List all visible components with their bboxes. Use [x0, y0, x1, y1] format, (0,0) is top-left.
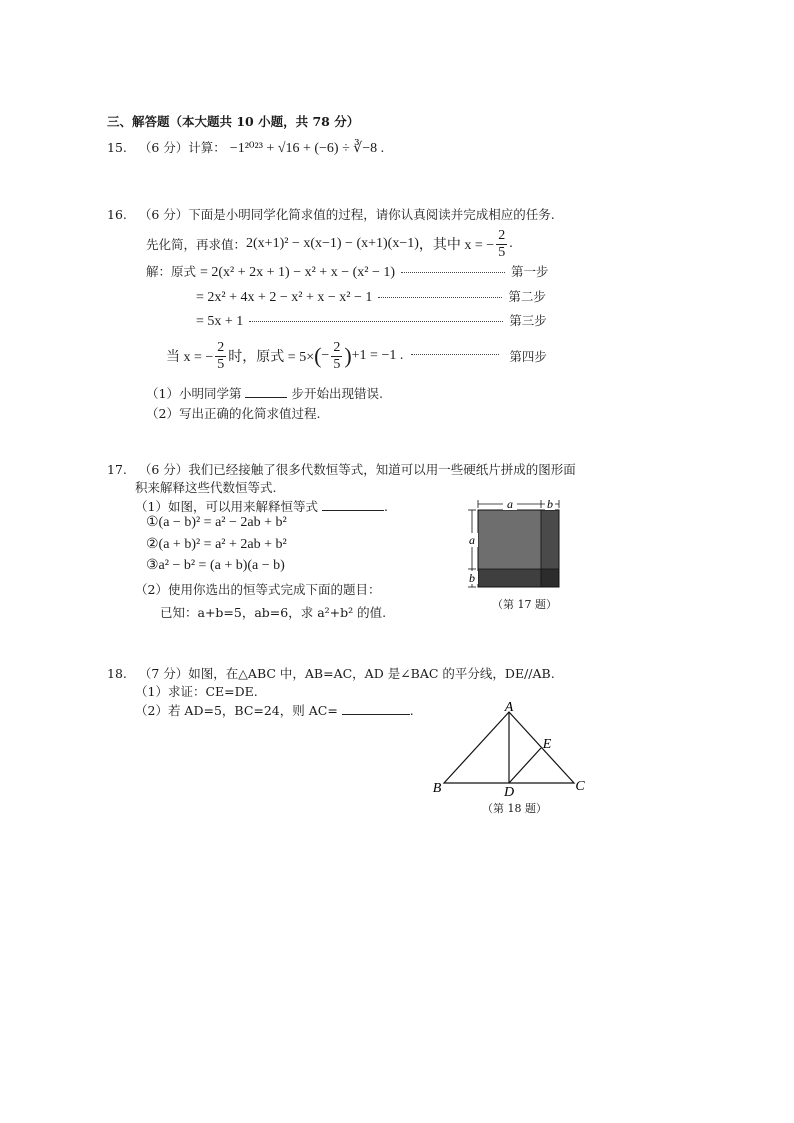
step-expression: = 2(x² + 2x + 1) − x² + x − (x² − 1)	[200, 265, 396, 280]
q17-figure	[462, 497, 570, 593]
q18-caption: （第 18 题）	[482, 802, 547, 815]
prompt-expression: 2(x+1)² − x(x−1) − (x+1)(x−1)	[246, 236, 419, 251]
step-label: 第一步	[510, 264, 549, 279]
dot-leader	[411, 354, 499, 355]
q18-figure	[425, 700, 595, 800]
square-a	[478, 510, 541, 569]
point-c-label: C	[575, 779, 585, 794]
question-number: 18.	[107, 666, 127, 681]
rect-ab-bottom	[478, 569, 541, 587]
question-16-stem	[107, 205, 555, 223]
point-e-label: E	[542, 737, 552, 752]
dot-leader	[401, 272, 505, 273]
answer-blank[interactable]	[322, 510, 384, 511]
fraction: $\frac{2}{5}$	[333, 339, 341, 372]
q17-option-2: ②(a + b)² = a² + 2ab + b²	[146, 537, 287, 552]
dot-leader	[249, 321, 503, 322]
question-number: 17.	[107, 462, 127, 477]
solution-label: 解：原式	[146, 264, 197, 279]
q16-prompt: 先化简，再求值： 2(x+1)² − x(x−1) − (x+1)(x−1) ，其中 x = − $\frac{2}{5}$ .	[146, 227, 513, 260]
point-d-label: D	[503, 785, 515, 800]
question-15	[107, 138, 384, 157]
answer-blank[interactable]	[245, 397, 287, 398]
point-a-label: A	[504, 700, 514, 715]
answer-blank[interactable]	[342, 714, 410, 715]
q17-option-3: ③a² − b² = (a + b)(a − b)	[146, 558, 285, 573]
q17-caption: （第 17 题）	[492, 598, 557, 611]
q16-step1	[146, 262, 549, 281]
step-label: 第三步	[509, 313, 547, 328]
step4-end: +1 = −1 .	[351, 348, 404, 363]
fraction: $\frac{2}{5}$	[217, 339, 225, 372]
denominator: 5	[498, 244, 506, 260]
segment-de	[509, 748, 541, 783]
question-text: （6 分）计算：	[138, 140, 226, 155]
label-b-left: b	[469, 571, 475, 585]
fraction	[496, 229, 507, 260]
prompt-prefix: 先化简，再求值：	[146, 237, 247, 252]
q16-task1: （1）小明同学第 步开始出现错误.	[146, 386, 383, 401]
question-number: 16.	[107, 207, 127, 222]
label-a-left: a	[469, 533, 475, 547]
step-label: 第二步	[508, 289, 546, 304]
question-text: （7 分）如图，在△ABC 中，AB=AC，AD 是∠BAC 的平分线，DE//AB.	[138, 666, 555, 681]
label-a-top: a	[507, 497, 513, 511]
question-17-stem	[107, 460, 576, 478]
label-b-top: b	[547, 497, 553, 511]
q16-step3	[196, 311, 547, 330]
question-text: （6 分）下面是小明同学化简求值的过程，请你认真阅读并完成相应的任务.	[138, 207, 555, 222]
expression: −1²⁰²³ + √16 + (−6) ÷ ∛−8 .	[229, 141, 385, 156]
q17-given: 已知：a+b=5，ab=6，求 a²+b² 的值.	[160, 605, 387, 620]
q17-part1: （1）如图，可以用来解释恒等式 .	[135, 499, 388, 514]
q17-option-1: ①(a − b)² = a² − 2ab + b²	[146, 515, 287, 530]
step-expression: = 5x + 1	[196, 314, 244, 329]
q17-part2: （2）使用你选出的恒等式完成下面的题目：	[135, 582, 381, 597]
q18-part1: （1）求证：CE=DE.	[135, 684, 258, 699]
question-text-cont: 积来解释这些代数恒等式.	[135, 480, 277, 495]
section-heading: 三、解答题（本大题共 10 小题，共 78 分）	[107, 114, 360, 129]
rect-ab-right	[541, 510, 559, 569]
question-18-stem	[107, 664, 555, 682]
step4-prefix: 当 x = −	[166, 350, 214, 365]
square-b	[541, 569, 559, 587]
dot-leader	[378, 297, 502, 298]
step-label: 第四步	[509, 349, 547, 364]
prompt-where: ，其中 x = −	[418, 238, 495, 253]
q16-step2	[196, 287, 546, 306]
question-number: 15.	[107, 140, 127, 155]
point-b-label: B	[432, 781, 442, 796]
q16-step4: 当 x = − $\frac{2}{5}$ 时，原式 = 5× ( − $\frac{2}{5}$ ) +1 = −1 . 第四步	[166, 339, 547, 372]
question-text: （6 分）我们已经接触了很多代数恒等式，知道可以用一些硬纸片拼成的图形面	[138, 462, 576, 477]
q16-task2: （2）写出正确的化简求值过程.	[146, 406, 321, 421]
step-expression: = 2x² + 4x + 2 − x² + x − x² − 1	[196, 290, 373, 305]
q18-part2: （2）若 AD=5，BC=24，则 AC= .	[135, 703, 414, 718]
step4-mid: 时，原式 = 5×	[228, 350, 315, 365]
numerator: 2	[498, 227, 506, 243]
